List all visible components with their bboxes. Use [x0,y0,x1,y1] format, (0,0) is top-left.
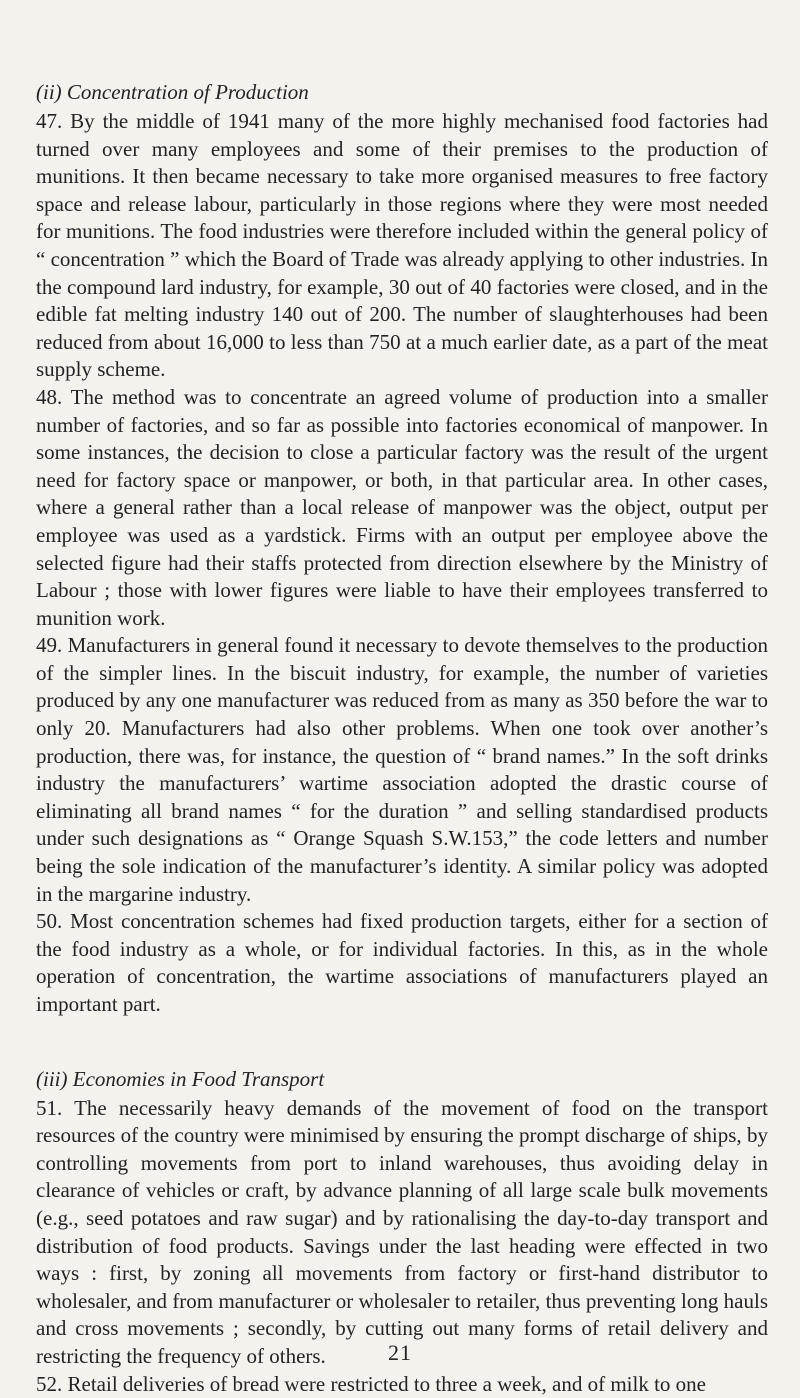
paragraph-51: 51. The necessarily heavy demands of the movement of food on the transport resources of the country were minimised by ensuring the prompt discharge of ships, by controlling movements from port to inland warehouses, thus avoiding delay in clearance of vehicles or craft, by advance planning of all large scale bulk movements (e.g., seed potatoes and raw sugar) and by rationalising the day-to-day transport and distribution of food products. Savings under the last heading were effected in two ways : first, by zoning all movements from factory or first-hand distributor to wholesaler, and from manufacturer or wholesaler to retailer, thus preventing long hauls and cross movements ; secondly, by cutting out many forms of retail delivery and restricting the frequency of others. [36,1095,768,1368]
section-heading: (ii) Concentration of Production [36,80,309,104]
paragraph-48: 48. The method was to concentrate an agreed volume of production into a smaller number of factories, and so far as possible into factories economical of manpower. In some instances, the decision to close a particular factory was the result of the urgent need for factory space or manpower, or both, in that particular area. In other cases, where a general rather than a local release of manpower was the object, output per employee was used as a yardstick. Firms with an output per employee above the selected figure had their staffs protected from direction elsewhere by the Ministry of Labour ; those with lower figures were liable to have their employees transferred to munition work. [36,384,768,630]
section-heading: (iii) Economies in Food Transport [36,1066,325,1091]
paragraph-52: 52. Retail deliveries of bread were restricted to three a week, and of milk to one [36,1371,706,1396]
section-concentration-of-production [36,78,768,1019]
paragraph-49: 49. Manufacturers in general found it necessary to devote themselves to the production of the simpler lines. In the biscuit industry, for example, the number of varieties produced by any one manufacturer was reduced from as many as 350 before the war to only 20. Manufacturers had also other problems. When one took over another’s production, there was, for instance, the question of “ brand names.” In the soft drinks industry the manufacturers’ wartime association adopted the drastic course of eliminating all brand names “ for the duration ” and selling standardised products under such designations as “ Orange Squash S.W.153,” the code letters and number being the sole indication of the manufacturer’s identity. A similar policy was adopted in the margarine industry. [36,633,768,906]
paragraph-50: 50. Most concentration schemes had fixed production targets, either for a section of the food industry as a whole, or for individual factories. In this, as in the whole operation of concentration, the wartime associations of manufacturers played an important part. [36,909,768,1016]
page-number: 21 [388,1340,412,1365]
section-divider-space [36,1019,768,1065]
paragraph-47: 47. By the middle of 1941 many of the more highly mechanised food factories had turned over many employees and some of their premises to the production of munitions. It then became necessary to take more organised measures to free factory space and release labour, particularly in those regions where they were most needed for munitions. The food industries were therefore included within the general policy of “ concentration ” which the Board of Trade was already applying to other industries. In the compound lard industry, for example, 30 out of 40 factories were closed, and in the edible fat melting industry 140 out of 200. The number of slaughterhouses had been reduced from about 16,000 to less than 750 at a much earlier date, as a part of the meat supply scheme. [36,109,768,382]
